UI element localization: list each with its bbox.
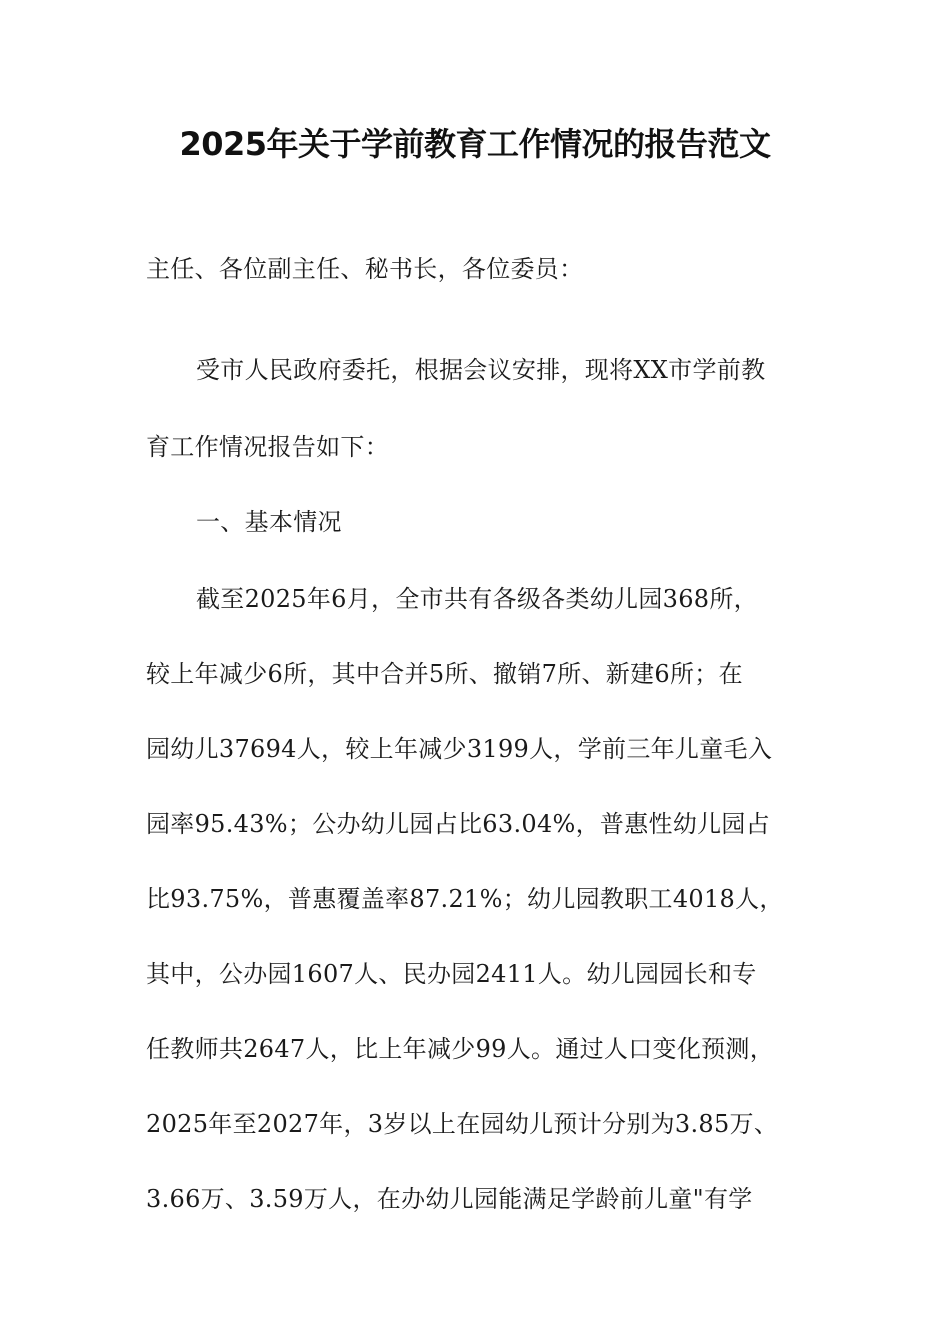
body-line: 2025年至2027年，3岁以上在园幼儿预计分别为3.85万、 [146, 1110, 779, 1138]
document-title: 2025年关于学前教育工作情况的报告范文 [179, 125, 771, 163]
body-line: 园率95.43%；公办幼儿园占比63.04%，普惠性幼儿园占 [146, 810, 771, 838]
body-line: 3.66万、3.59万人，在办幼儿园能满足学龄前儿童"有学 [146, 1185, 753, 1213]
body-line: 较上年减少6所，其中合并5所、撤销7所、新建6所；在 [146, 660, 743, 688]
body-line: 其中，公办园1607人、民办园2411人。幼儿园园长和专 [146, 960, 757, 988]
body-line: 任教师共2647人，比上年减少99人。通过人口变化预测， [146, 1035, 775, 1063]
body-line: 受市人民政府委托，根据会议安排，现将XX市学前教 [196, 356, 766, 384]
salutation: 主任、各位副主任、秘书长，各位委员： [146, 255, 584, 283]
body-line: 园幼儿37694人，较上年减少3199人，学前三年儿童毛入 [146, 735, 773, 763]
section-heading: 一、基本情况 [196, 508, 342, 536]
body-line: 截至2025年6月，全市共有各级各类幼儿园368所， [196, 585, 758, 613]
body-line: 育工作情况报告如下： [146, 433, 389, 461]
body-line: 比93.75%，普惠覆盖率87.21%；幼儿园教职工4018人， [146, 885, 784, 913]
